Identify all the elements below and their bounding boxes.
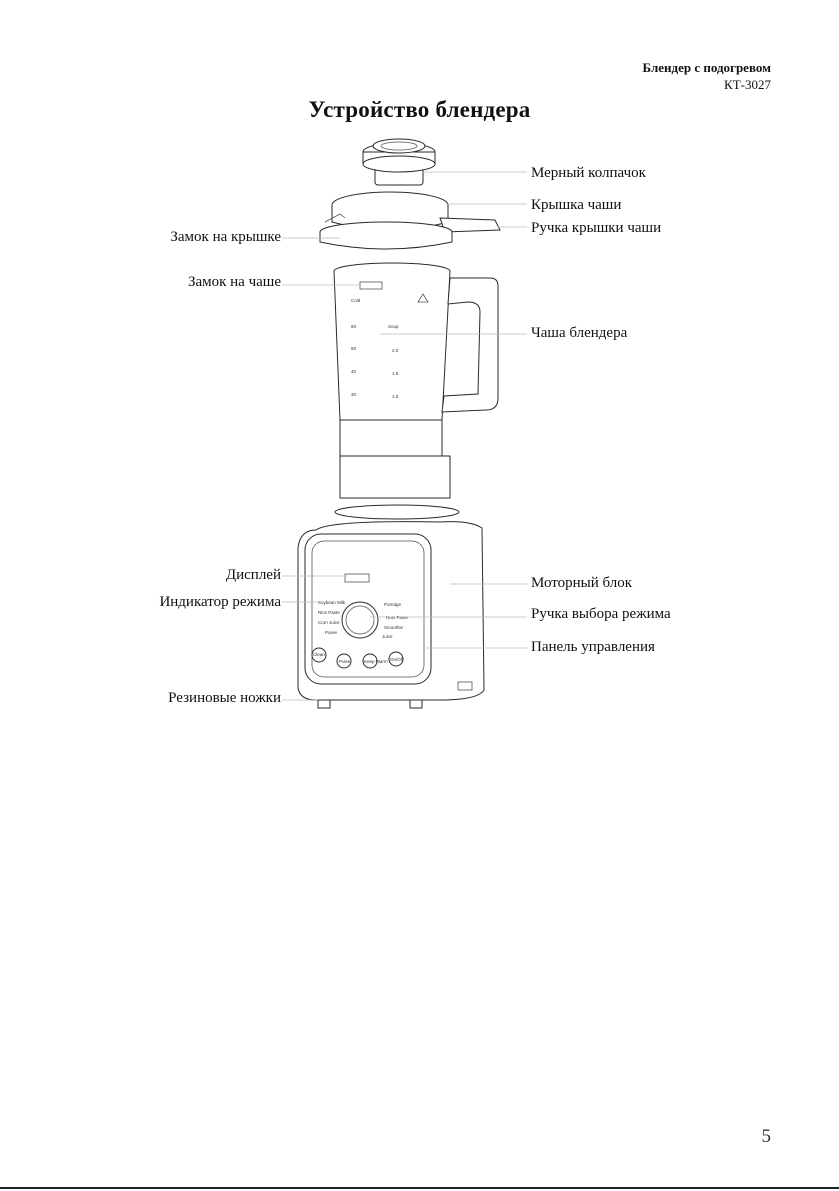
panel-mode-corn-juice: Corn Juice xyxy=(318,620,340,625)
panel-button-clean: Clean xyxy=(313,652,325,657)
motor-base-illustration xyxy=(298,505,484,708)
label-measuring-cap: Мерный колпачок xyxy=(531,165,646,181)
panel-mode-rice-paste: Rice Paste xyxy=(318,610,340,615)
page-number: 5 xyxy=(761,1126,771,1147)
jar-mark-2-0: 2.0 xyxy=(392,348,399,353)
panel-mode-juice: Juice xyxy=(382,634,393,639)
jar-mark-soup: Soup xyxy=(388,324,399,329)
label-lid-lock: Замок на крышке xyxy=(170,229,281,245)
panel-mode-puree: Puree xyxy=(325,630,338,635)
panel-mode-smoothie: Smoothie xyxy=(384,625,404,630)
jar-mark-cold: Cold xyxy=(351,298,361,303)
jar-mark-40: 40 xyxy=(351,369,357,374)
jar-illustration xyxy=(334,263,498,498)
page-heading: Устройство блендера xyxy=(308,97,531,122)
label-motor-base: Моторный блок xyxy=(531,575,633,591)
jar-mark-60: 60 xyxy=(351,324,357,329)
label-mode-indicator: Индикатор режима xyxy=(159,594,281,610)
label-mode-knob: Ручка выбора режима xyxy=(531,606,671,622)
label-control-panel: Панель управления xyxy=(531,639,655,655)
jar-mark-50: 50 xyxy=(351,346,357,351)
label-lid-handle: Ручка крышки чаши xyxy=(531,220,662,236)
label-jar: Чаша блендера xyxy=(531,325,628,341)
jar-mark-30: 30 xyxy=(351,392,357,397)
panel-button-pulse: Pulse xyxy=(339,659,351,664)
panel-button-keep-warm: Keep Warm xyxy=(364,659,388,664)
panel-button-onoff: On/Off xyxy=(390,657,404,662)
panel-mode-porridge: Porridge xyxy=(384,602,402,607)
label-rubber-feet: Резиновые ножки xyxy=(168,690,281,706)
jar-mark-1-0: 1.0 xyxy=(392,394,399,399)
panel-mode-soybean: Soybean Milk xyxy=(318,600,346,605)
jar-lid-illustration xyxy=(320,192,500,249)
label-jar-lid: Крышка чаши xyxy=(531,197,622,213)
bottom-divider xyxy=(0,1187,839,1189)
jar-mark-1-5: 1.5 xyxy=(392,371,399,376)
label-display: Дисплей xyxy=(225,567,281,583)
panel-mode-nuts-paste: Nuts Paste xyxy=(386,615,409,620)
header-model-number: КТ-3027 xyxy=(724,77,771,92)
header-product-title: Блендер с подогревом xyxy=(642,60,771,75)
label-jar-lock: Замок на чаше xyxy=(187,274,281,290)
measuring-cap-illustration xyxy=(363,139,435,185)
